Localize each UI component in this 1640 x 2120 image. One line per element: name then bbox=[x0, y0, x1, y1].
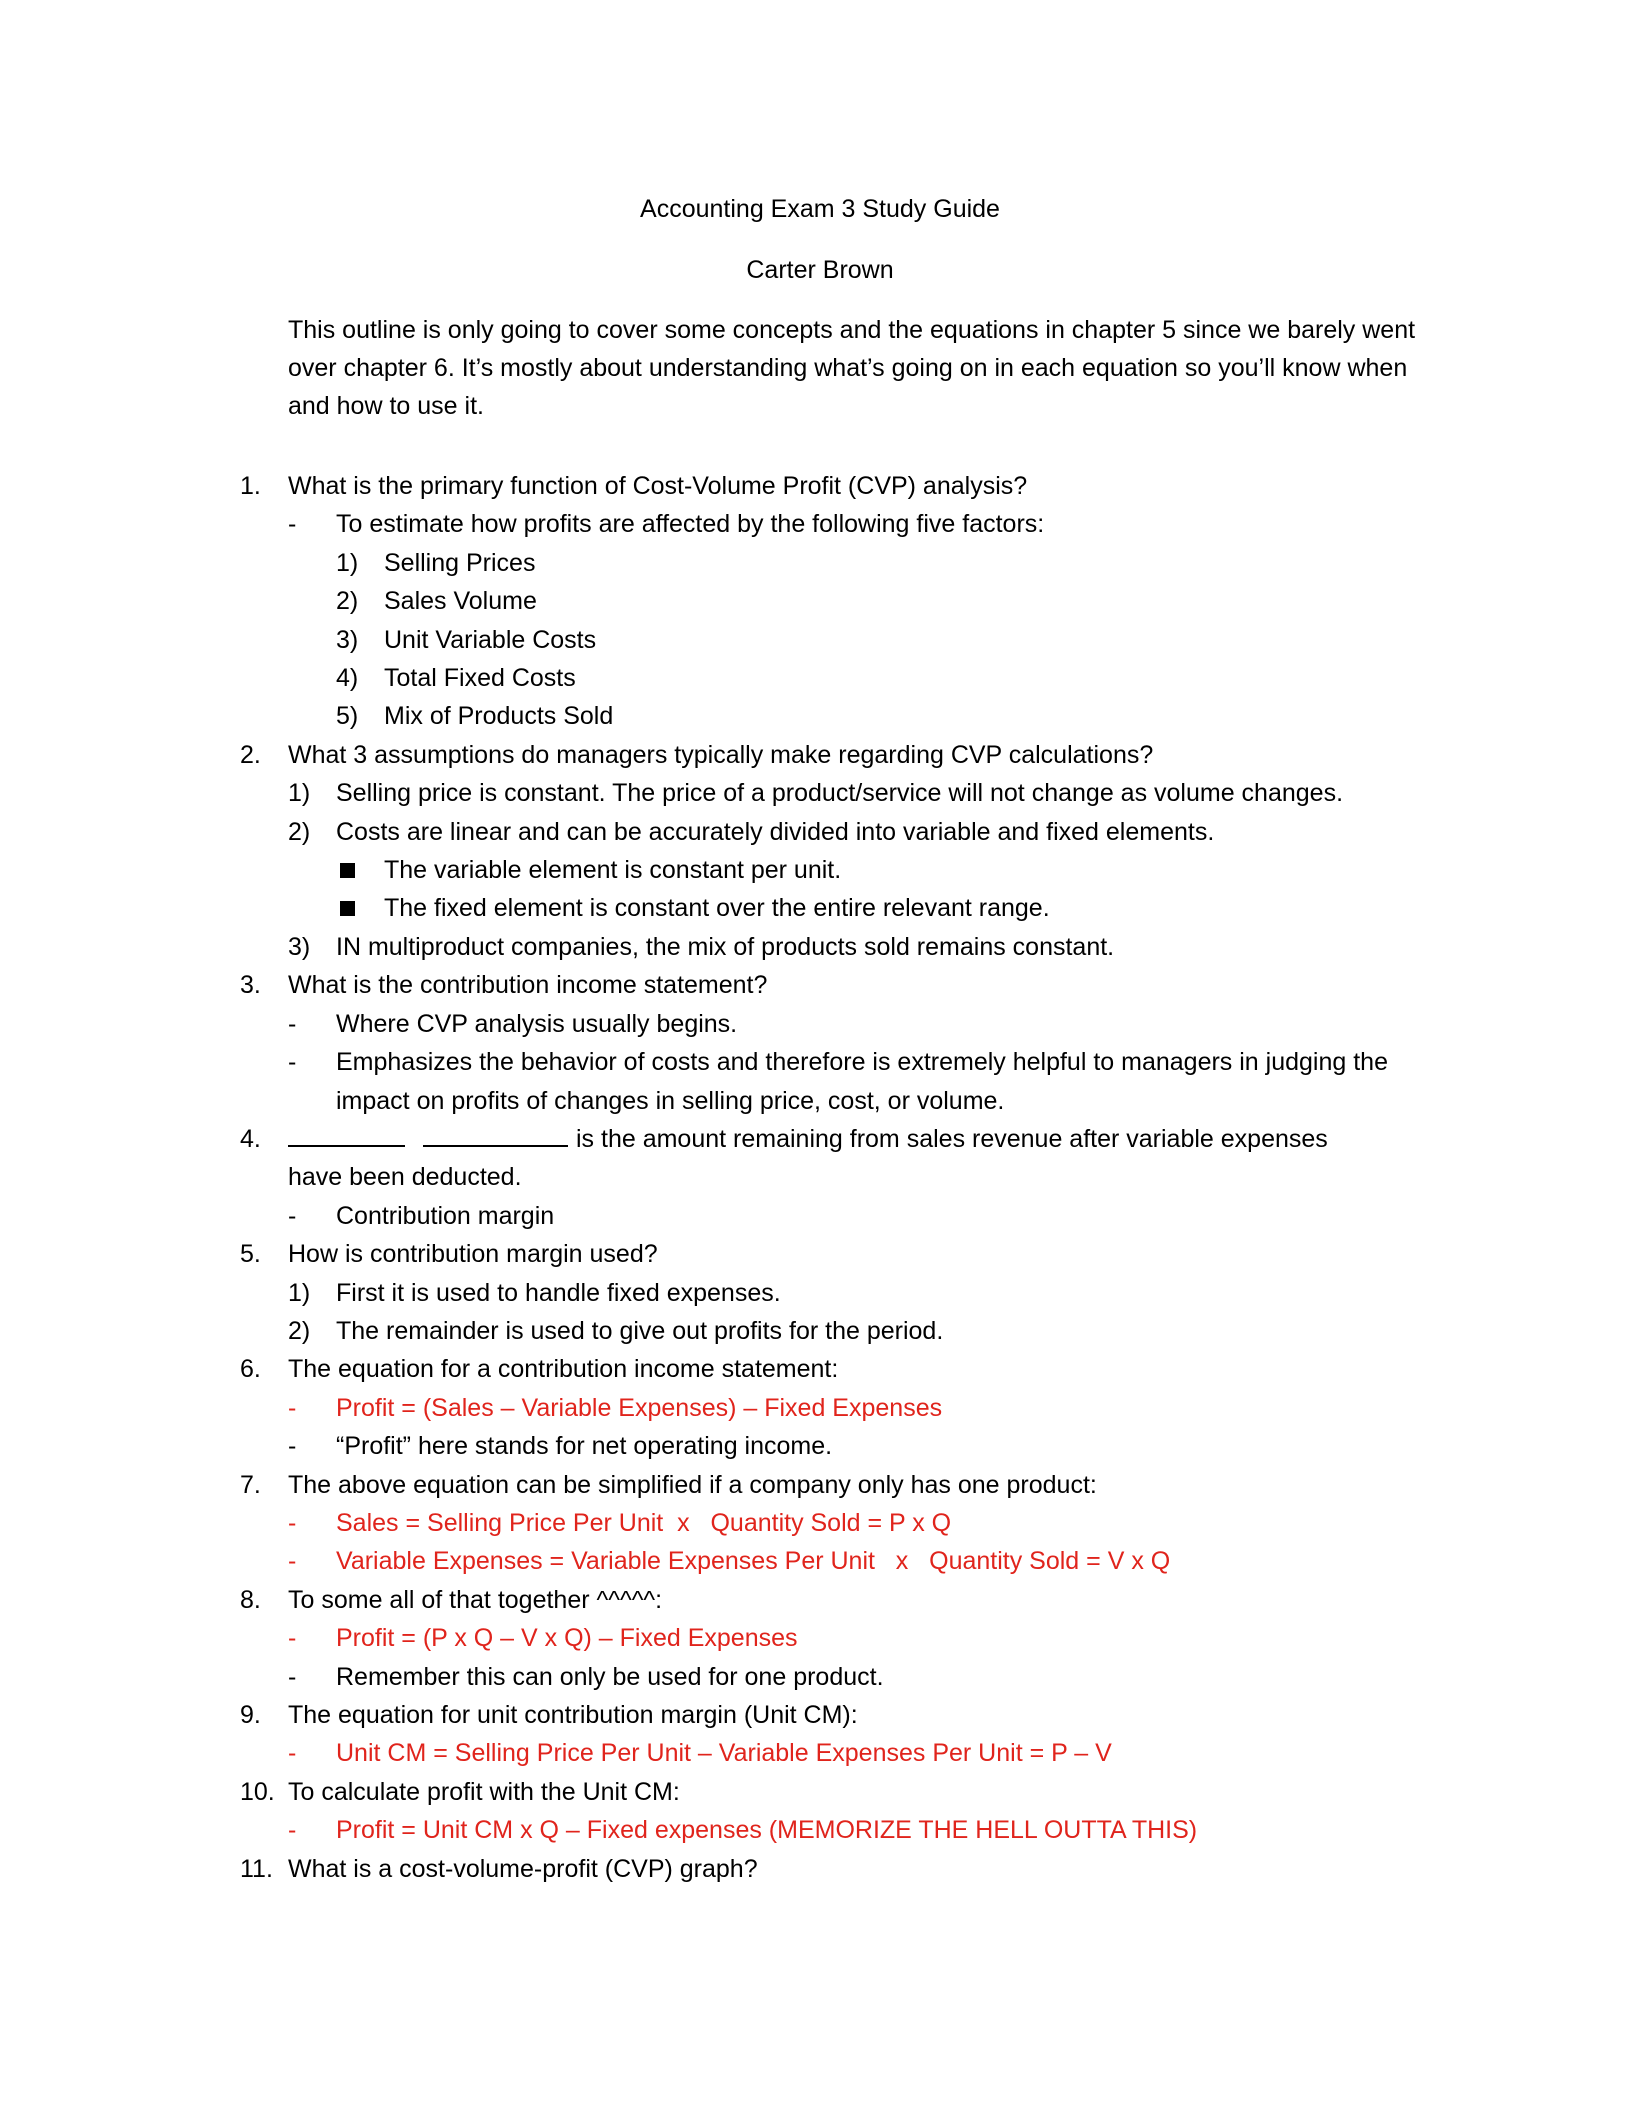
answer-item: 3) IN multiproduct companies, the mix of products sold remains constant. bbox=[288, 932, 1115, 961]
question-2: 2. What 3 assumptions do managers typically make regarding CVP calculations? bbox=[240, 740, 1154, 769]
question-text: What is the contribution income statement? bbox=[288, 971, 768, 1000]
blank-line bbox=[423, 1121, 568, 1147]
answer-item: 1) First it is used to handle fixed expenses. bbox=[288, 1278, 781, 1307]
formula-item: - Profit = Unit CM x Q – Fixed expenses (MEMORIZE THE HELL OUTTA THIS) bbox=[288, 1816, 1198, 1845]
question-continuation: have been deducted. bbox=[288, 1163, 522, 1192]
question-5: 5. How is contribution margin used? bbox=[240, 1240, 658, 1269]
factor-item: 1) Selling Prices bbox=[336, 548, 536, 577]
formula-item: - Profit = (P x Q – V x Q) – Fixed Expenses bbox=[288, 1624, 798, 1653]
question-8: 8. To some all of that together ^^^^^: bbox=[240, 1585, 663, 1614]
answer-item: - “Profit” here stands for net operating income. bbox=[288, 1432, 833, 1461]
intro-paragraph: This outline is only going to cover some concepts and the equations in chapter 5 since we barely went over chapter 6. It’s mostly about understanding what’s going on in each equation so you’ll know when and how to use it. bbox=[288, 316, 1416, 420]
question-text: To some all of that together ^^^^^: bbox=[288, 1585, 663, 1614]
document-author: Carter Brown bbox=[746, 256, 894, 284]
factor-item: 5) Mix of Products Sold bbox=[336, 702, 614, 731]
answer-item: 1) Selling price is constant. The price of a product/service will not change as volume changes. bbox=[288, 779, 1344, 808]
question-11: 11. What is a cost-volume-profit (CVP) graph? bbox=[240, 1854, 758, 1883]
square-bullet-icon bbox=[340, 901, 355, 916]
formula-item: - Profit = (Sales – Variable Expenses) – Fixed Expenses bbox=[288, 1393, 943, 1422]
question-text: What is a cost-volume-profit (CVP) graph? bbox=[288, 1854, 758, 1883]
question-text: The equation for a contribution income statement: bbox=[288, 1355, 839, 1384]
question-3: 3. What is the contribution income statement? bbox=[240, 971, 768, 1000]
answer-item: - Emphasizes the behavior of costs and therefore is extremely helpful to managers in judging the impact on profits of changes in selling price, cost, or volume. bbox=[288, 1048, 1388, 1115]
factor-item: 2) Sales Volume bbox=[336, 587, 537, 616]
factor-item: 4) Total Fixed Costs bbox=[336, 664, 576, 693]
question-7: 7. The above equation can be simplified if a company only has one product: bbox=[240, 1470, 1097, 1499]
answer-item: - Where CVP analysis usually begins. bbox=[288, 1009, 738, 1038]
question-text: What is the primary function of Cost-Volume Profit (CVP) analysis? bbox=[288, 472, 1028, 500]
question-1 bbox=[240, 467, 1450, 505]
answer-item: 2) The remainder is used to give out profits for the period. bbox=[288, 1316, 944, 1345]
square-bullet-icon bbox=[340, 863, 355, 878]
bullet-item: The variable element is constant per unit. bbox=[240, 851, 1450, 889]
answer-item: - To estimate how profits are affected by the following five factors: bbox=[240, 505, 1450, 543]
question-text: The above equation can be simplified if a company only has one product: bbox=[288, 1470, 1097, 1499]
question-9: 9. The equation for unit contribution margin (Unit CM): bbox=[240, 1701, 858, 1729]
formula-item: - Sales = Selling Price Per Unit x Quantity Sold = P x Q bbox=[288, 1508, 952, 1537]
document-title: Accounting Exam 3 Study Guide bbox=[640, 195, 1000, 223]
dash-marker: - bbox=[288, 510, 297, 539]
question-text: To calculate profit with the Unit CM: bbox=[288, 1777, 680, 1806]
factor-item: 3) Unit Variable Costs bbox=[336, 625, 597, 654]
question-4: 4. is the amount remaining from sales revenue after variable expenses bbox=[240, 1120, 1450, 1158]
answer-item: 2) Costs are linear and can be accurately divided into variable and fixed elements. bbox=[288, 817, 1215, 846]
question-10: 10. To calculate profit with the Unit CM: bbox=[240, 1777, 680, 1806]
answer-item: - Remember this can only be used for one product. bbox=[288, 1662, 884, 1691]
outline-list bbox=[240, 467, 1450, 1888]
bullet-item: The fixed element is constant over the entire relevant range. bbox=[240, 889, 1450, 927]
formula-item: - Variable Expenses = Variable Expenses Per Unit x Quantity Sold = V x Q bbox=[288, 1547, 1171, 1576]
question-number: 1. bbox=[240, 472, 261, 500]
blank-line bbox=[288, 1121, 405, 1147]
question-text: What 3 assumptions do managers typically make regarding CVP calculations? bbox=[288, 740, 1154, 769]
question-text: How is contribution margin used? bbox=[288, 1240, 658, 1269]
question-6: 6. The equation for a contribution income statement: bbox=[240, 1355, 839, 1384]
question-text: The equation for unit contribution margin (Unit CM): bbox=[288, 1701, 858, 1729]
formula-item: - Unit CM = Selling Price Per Unit – Variable Expenses Per Unit = P – V bbox=[288, 1739, 1112, 1768]
answer-item: - Contribution margin bbox=[288, 1201, 555, 1230]
